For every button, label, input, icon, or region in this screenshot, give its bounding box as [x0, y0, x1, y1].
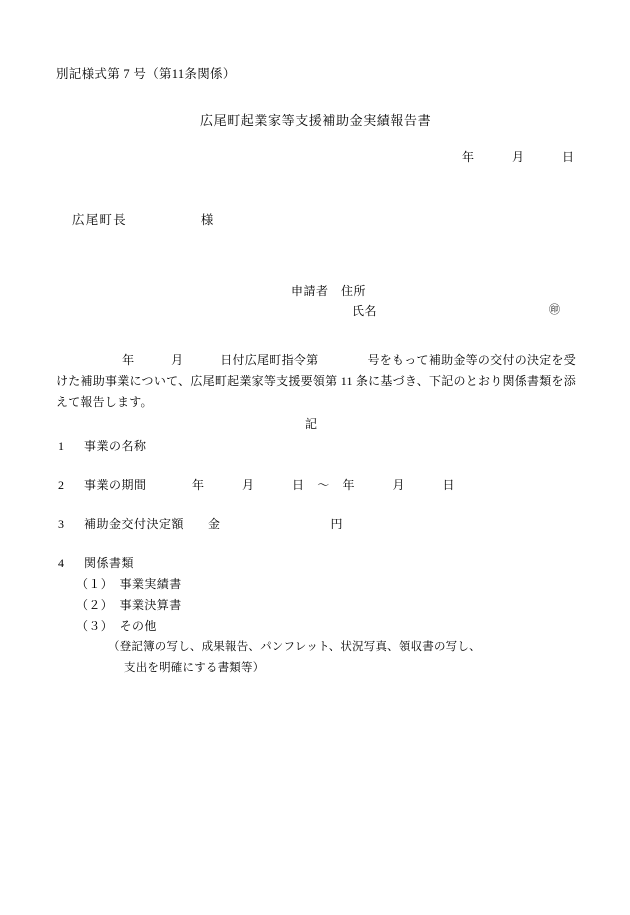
ki-marker: 記 [305, 417, 318, 431]
attachment-item-3: （３） その他 [76, 619, 157, 633]
item-1-label: 事業の名称 [84, 439, 147, 453]
applicant-address-label: 申請者 住所 [291, 284, 367, 298]
item-2-end-date: 年 月 日 [342, 478, 456, 492]
attachment-item-1: （１） 事業実績書 [76, 577, 182, 591]
item-3 [58, 515, 343, 532]
document-title: 広尾町起業家等支援補助金実績報告書 [200, 113, 432, 128]
attachment-note-line-1: （登記簿の写し、成果報告、パンフレット、状況写真、領収書の写し、 [108, 641, 481, 653]
item-2 [58, 476, 455, 493]
item-1-number: 1 [58, 439, 65, 453]
applicant-name-label: 氏名 [352, 304, 378, 318]
item-3-unit: 円 [330, 517, 344, 531]
form-number: 別記様式第 7 号（第11条関係） [56, 67, 236, 81]
body-paragraph [56, 350, 576, 413]
item-2-number: 2 [58, 478, 65, 492]
item-2-range-separator: 〜 [317, 478, 330, 492]
seal-icon: ㊞ [549, 304, 560, 316]
document-date-line: 年 月 日 [462, 150, 575, 164]
attachment-item-2: （２） 事業決算書 [76, 598, 182, 612]
body-paragraph-text: 年 月 日付広尾町指令第 号をもって補助金等の交付の決定を受けた補助事業について、広尾町起業家等支援要領第 11 条に基づき、下記のとおり関係書類を添えて報告します。 [56, 353, 576, 409]
item-3-number: 3 [58, 517, 65, 531]
item-4-number: 4 [58, 556, 65, 570]
addressee-honorific: 様 [200, 213, 214, 227]
item-2-start-date: 年 月 日 [192, 478, 305, 492]
item-4-label: 関係書類 [84, 556, 135, 570]
item-4 [58, 554, 134, 571]
item-3-currency-label: 金 [208, 517, 221, 531]
addressee-name: 広尾町長 [72, 213, 127, 227]
item-3-label: 補助金交付決定額 [84, 517, 185, 531]
item-2-label: 事業の期間 [84, 478, 147, 492]
attachment-note-line-2: 支出を明確にする書類等） [124, 662, 265, 674]
item-1 [58, 437, 147, 454]
addressee-line [72, 210, 213, 228]
